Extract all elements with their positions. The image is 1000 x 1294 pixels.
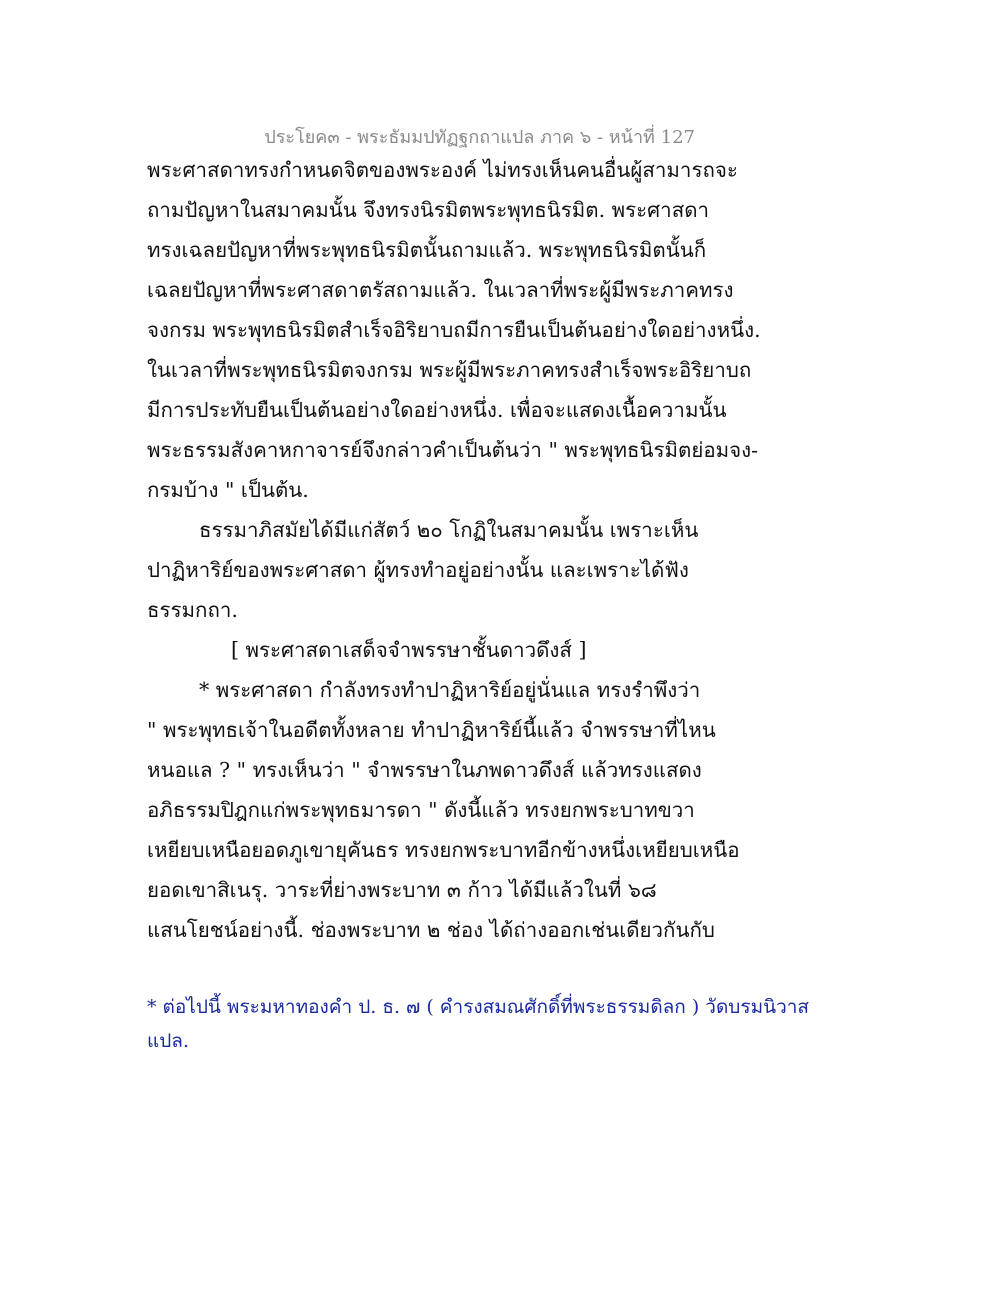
body-line: พระธรรมสังคาหกาจารย์จึงกล่าวคำเป็นต้นว่า " พระพุทธนิรมิตย่อมจง-	[147, 438, 759, 462]
body-line: ธรรมกถา.	[147, 598, 238, 622]
body-line: มีการประทับยืนเป็นต้นอย่างใดอย่างหนึ่ง. เพื่อจะแสดงเนื้อความนั้น	[147, 398, 727, 422]
footnote-line: * ต่อไปนี้ พระมหาทองคำ ป. ธ. ๗ ( คำรงสมณศักดิ์ที่พระธรรมดิลก ) วัดบรมนิวาส	[147, 996, 810, 1018]
footnote	[147, 990, 810, 1058]
body-line: พระศาสดาทรงกำหนดจิตของพระองค์ ไม่ทรงเห็นคนอื่นผู้สามารถจะ	[147, 158, 738, 182]
body-line: ปาฏิหาริย์ของพระศาสดา ผู้ทรงทำอยู่อย่างนั้น และเพราะได้ฟัง	[147, 558, 689, 582]
paragraph-start-line: * พระศาสดา กำลังทรงทำปาฏิหาริย์อยู่นั่นแล ทรงรำพึงว่า	[199, 678, 701, 702]
footnote-line: แปล.	[147, 1030, 189, 1052]
body-line: หนอแล ? " ทรงเห็นว่า " จำพรรษาในภพดาวดึงส์ แล้วทรงแสดง	[147, 758, 702, 782]
body-line: กรมบ้าง " เป็นต้น.	[147, 478, 309, 502]
body-line: ถามปัญหาในสมาคมนั้น จึงทรงนิรมิตพระพุทธนิรมิต. พระศาสดา	[147, 198, 710, 222]
body-line: ทรงเฉลยปัญหาที่พระพุทธนิรมิตนั้นถามแล้ว. พระพุทธนิรมิตนั้นก็	[147, 238, 707, 262]
body-line: อภิธรรมปิฎกแก่พระพุทธมารดา " ดังนี้แล้ว ทรงยกพระบาทขวา	[147, 798, 695, 822]
body-line: เฉลยปัญหาที่พระศาสดาตรัสถามแล้ว. ในเวลาที่พระผู้มีพระภาคทรง	[147, 278, 734, 302]
body-text	[147, 150, 761, 950]
body-line: ยอดเขาสิเนรุ. วาระที่ย่างพระบาท ๓ ก้าว ได้มีแล้วในที่ ๖๘	[147, 878, 657, 902]
paragraph-start-line: ธรรมาภิสมัยได้มีแก่สัตว์ ๒๐ โกฏิในสมาคมนั้น เพราะเห็น	[199, 518, 699, 542]
body-line: จงกรม พระพุทธนิรมิตสำเร็จอิริยาบถมีการยืนเป็นต้นอย่างใดอย่างหนึ่ง.	[147, 318, 761, 342]
body-line: แสนโยชน์อย่างนี้. ช่องพระบาท ๒ ช่อง ได้ถ่างออกเช่นเดียวกันกับ	[147, 918, 715, 942]
body-line: เหยียบเหนือยอดภูเขายุคันธร ทรงยกพระบาทอีกข้างหนึ่งเหยียบเหนือ	[147, 838, 740, 862]
body-line: ในเวลาที่พระพุทธนิรมิตจงกรม พระผู้มีพระภาคทรงสำเร็จพระอิริยาบถ	[147, 358, 752, 382]
running-header: ประโยค๓ - พระธัมมปทัฏฐกถาแปล ภาค ๖ - หน้าที่ 127	[264, 127, 695, 148]
section-heading: [ พระศาสดาเสด็จจำพรรษาชั้นดาวดึงส์ ]	[231, 638, 587, 662]
body-line: " พระพุทธเจ้าในอดีตทั้งหลาย ทำปาฏิหาริย์นี้แล้ว จำพรรษาที่ไหน	[147, 718, 716, 742]
